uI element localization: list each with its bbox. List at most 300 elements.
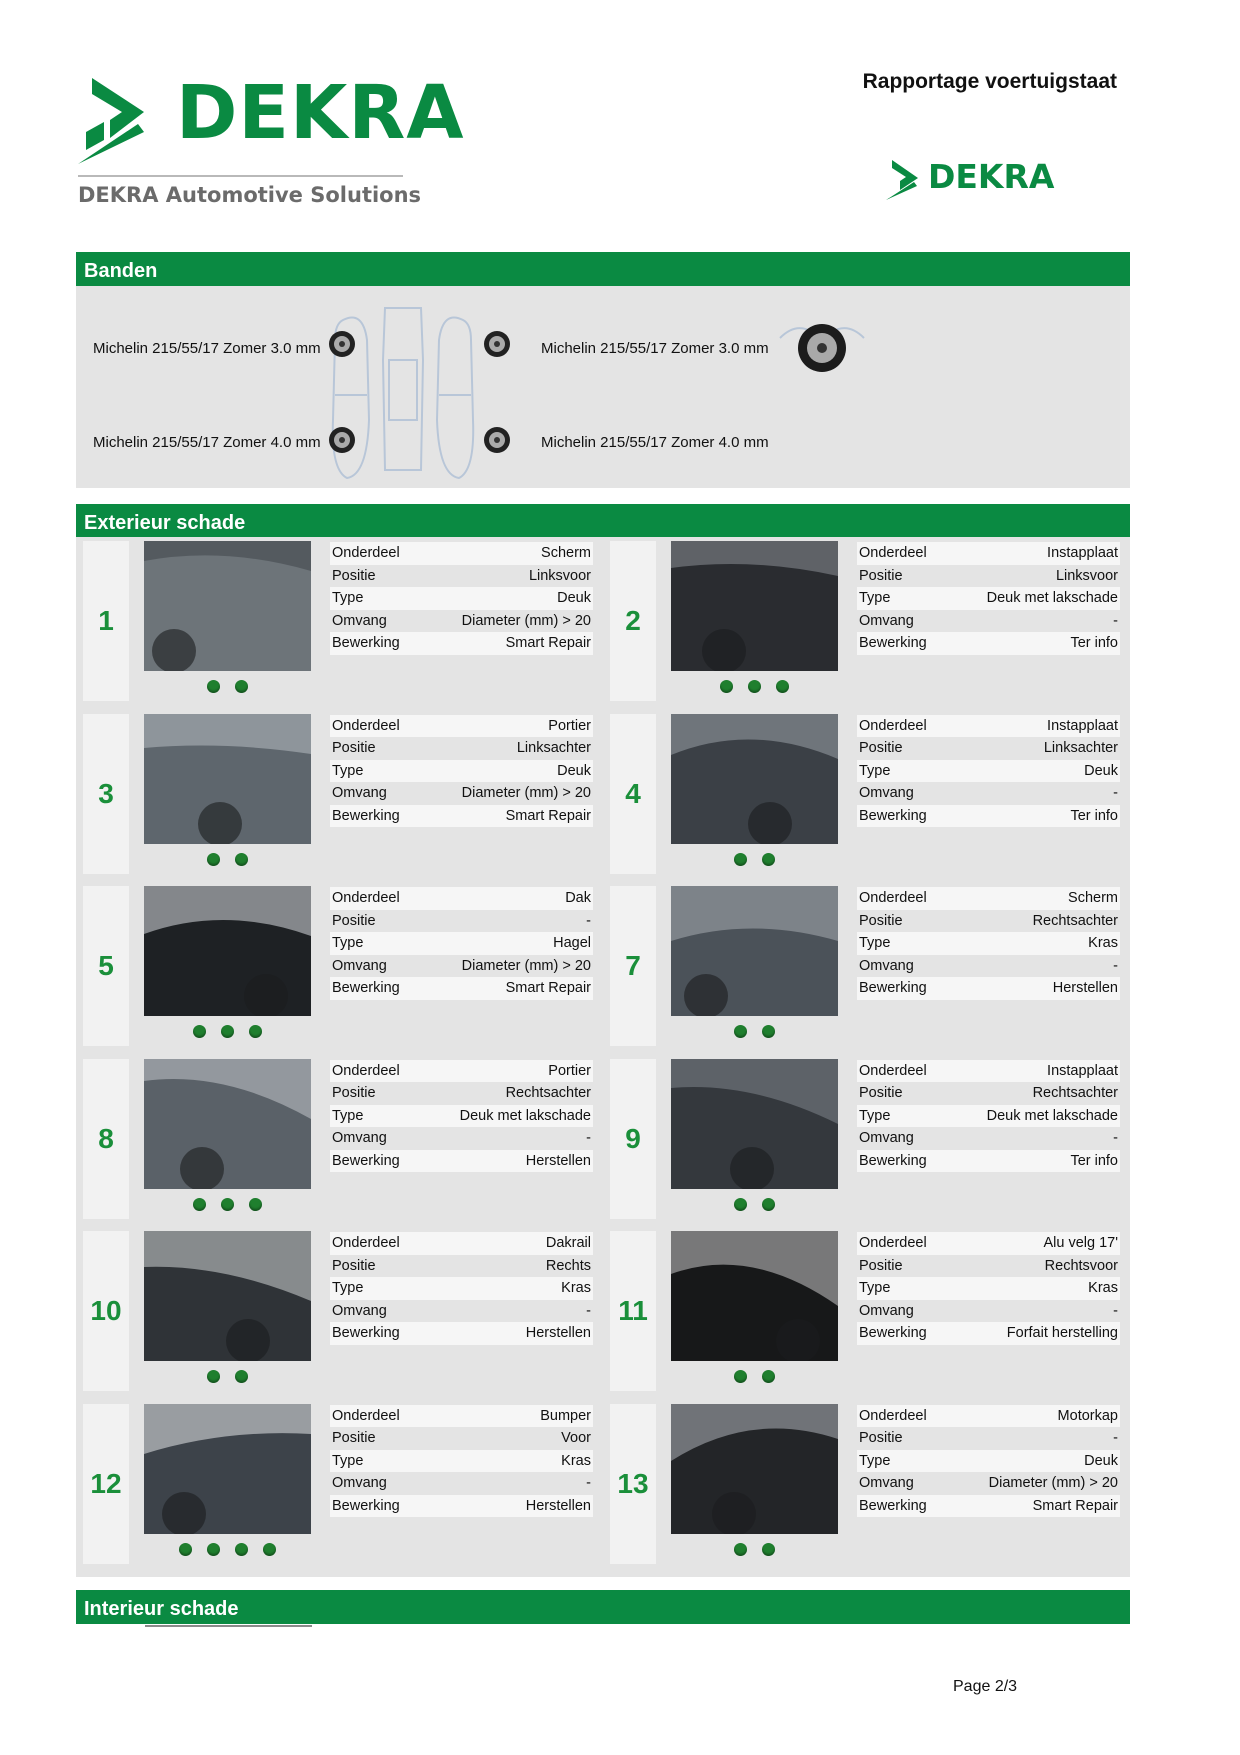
damage-item [603,1400,1130,1572]
detail-label: Type [859,590,891,607]
damage-details [857,1405,1120,1518]
detail-label: Omvang [859,957,914,974]
detail-value: Diameter (mm) > 20 [988,1475,1118,1492]
detail-row [330,610,593,633]
detail-label: Bewerking [859,1497,927,1514]
logo-subtitle: DEKRA Automotive Solutions [78,183,422,207]
photo-dot[interactable] [762,1370,775,1383]
damage-number-box [610,1231,656,1391]
photo-dot[interactable] [734,1543,747,1556]
page-number: Page 2/3 [953,1678,1018,1695]
detail-row [330,1322,593,1345]
detail-label: Omvang [332,785,387,802]
detail-row [857,737,1120,760]
detail-value: Linksvoor [528,567,591,584]
detail-label: Omvang [332,1475,387,1492]
detail-value: Herstellen [525,1152,591,1169]
detail-row [857,1277,1120,1300]
detail-row [857,1322,1120,1345]
detail-row [857,542,1120,565]
detail-label: Positie [859,740,903,757]
detail-label: Positie [332,740,376,757]
damage-details [330,1232,593,1345]
tyre-front-left: Michelin 215/55/17 Zomer 3.0 mm [93,340,321,357]
damage-number-box [610,1059,656,1219]
detail-label: Onderdeel [859,890,927,907]
damage-photo[interactable] [671,541,838,671]
detail-label: Type [332,1107,364,1124]
detail-row [330,542,593,565]
damage-item [603,1227,1130,1399]
detail-row [857,1060,1120,1083]
detail-row [857,910,1120,933]
damage-number: 3 [98,777,114,809]
detail-value: Smart Repair [505,807,591,824]
detail-label: Omvang [859,1475,914,1492]
detail-label: Onderdeel [859,545,927,562]
damage-details [857,887,1120,1000]
detail-row [857,1300,1120,1323]
detail-value: Instapplaat [1047,1062,1118,1079]
damage-number-box [610,541,656,701]
detail-label: Omvang [332,1302,387,1319]
photo-dot[interactable] [734,1370,747,1383]
detail-row [857,1105,1120,1128]
detail-row [330,1300,593,1323]
detail-row [857,1082,1120,1105]
detail-value: Deuk [1084,762,1118,779]
section-header-interieur: Interieur schade [76,1590,1130,1624]
detail-row [857,1450,1120,1473]
detail-value: Linksachter [1043,740,1118,757]
photo-pager [144,853,311,867]
detail-value: Deuk [557,590,591,607]
damage-item [76,710,603,882]
detail-row [330,977,593,1000]
detail-label: Type [332,590,364,607]
detail-value: - [1113,1430,1118,1447]
detail-value: Diameter (mm) > 20 [461,957,591,974]
detail-row [330,587,593,610]
damage-details [330,542,593,655]
photo-dot[interactable] [235,1370,248,1383]
detail-label: Onderdeel [332,1407,400,1424]
detail-value: Deuk [557,762,591,779]
detail-label: Type [859,935,891,952]
detail-row [330,737,593,760]
detail-row [330,805,593,828]
detail-label: Onderdeel [332,1235,400,1252]
photo-dot[interactable] [720,680,733,693]
photo-dot[interactable] [762,1543,775,1556]
dekra-logo [78,70,465,210]
detail-value: Hagel [553,935,591,952]
photo-dot[interactable] [263,1543,276,1556]
detail-row [857,587,1120,610]
detail-value: Smart Repair [505,980,591,997]
detail-value: - [1113,785,1118,802]
detail-row [857,1427,1120,1450]
photo-dot[interactable] [207,680,220,693]
detail-row [857,955,1120,978]
damage-photo[interactable] [144,1231,311,1361]
detail-label: Bewerking [859,980,927,997]
detail-value: Motorkap [1057,1407,1118,1424]
detail-value: Ter info [1070,807,1118,824]
damage-item [603,882,1130,1054]
detail-value: Kras [1088,1280,1118,1297]
damage-number-box [83,541,129,701]
detail-label: Onderdeel [859,1407,927,1424]
detail-label: Positie [859,1257,903,1274]
detail-label: Bewerking [332,1325,400,1342]
damage-number-box [610,886,656,1046]
detail-row [330,1277,593,1300]
detail-value: Linksvoor [1055,567,1118,584]
detail-label: Type [859,762,891,779]
detail-label: Omvang [332,1130,387,1147]
detail-value: Scherm [541,545,591,562]
detail-value: Diameter (mm) > 20 [461,785,591,802]
detail-label: Omvang [859,1302,914,1319]
detail-row [857,632,1120,655]
detail-row [857,1150,1120,1173]
photo-pager [144,1370,311,1384]
detail-label: Onderdeel [332,1062,400,1079]
damage-number: 11 [618,1295,648,1326]
tyre-rr-icon [483,426,511,454]
damage-item [76,882,603,1054]
damage-photo[interactable] [671,714,838,844]
tyre-rl-icon [328,426,356,454]
photo-dot[interactable] [193,1025,206,1038]
photo-pager [671,1543,838,1557]
detail-label: Positie [859,1430,903,1447]
detail-label: Positie [859,912,903,929]
photo-dot[interactable] [762,1025,775,1038]
detail-row [330,1082,593,1105]
detail-label: Positie [332,1257,376,1274]
detail-value: Deuk [1084,1452,1118,1469]
photo-pager [671,1198,838,1212]
detail-label: Positie [332,567,376,584]
detail-row [330,1427,593,1450]
damage-number: 7 [625,950,641,981]
photo-dot[interactable] [249,1198,262,1211]
photo-dot[interactable] [193,1198,206,1211]
tyre-fl-icon [328,330,356,358]
damage-item [76,1400,603,1572]
detail-row [857,977,1120,1000]
detail-label: Bewerking [859,635,927,652]
logo-small-wordmark: DEKRA [928,157,1055,196]
detail-label: Type [332,762,364,779]
detail-row [330,955,593,978]
damage-number-box [83,1231,129,1391]
photo-pager [144,1198,311,1212]
detail-row [857,1255,1120,1278]
damage-details [857,1232,1120,1345]
damage-details [330,715,593,828]
photo-dot[interactable] [207,1370,220,1383]
detail-row [330,760,593,783]
detail-value: Rechtsvoor [1044,1257,1118,1274]
photo-dot[interactable] [249,1025,262,1038]
damage-details [857,1060,1120,1173]
damage-number: 5 [98,950,114,981]
detail-value: - [1113,1130,1118,1147]
detail-value: Kras [561,1280,591,1297]
detail-value: Alu velg 17' [1043,1235,1118,1252]
damage-item [603,1055,1130,1227]
tyre-rear-left: Michelin 215/55/17 Zomer 4.0 mm [93,434,321,451]
detail-row [330,1405,593,1428]
detail-label: Type [332,1280,364,1297]
detail-label: Positie [332,1430,376,1447]
damage-item [76,537,603,709]
detail-label: Bewerking [332,1497,400,1514]
damage-photo[interactable] [144,541,311,671]
damage-number: 13 [617,1467,649,1499]
tyres-panel [76,286,1130,488]
photo-dot[interactable] [776,680,789,693]
detail-label: Onderdeel [859,717,927,734]
detail-value: Kras [1088,935,1118,952]
tyre-fr-icon [483,330,511,358]
interior-photo-edge [145,1625,312,1627]
damage-item [603,710,1130,882]
detail-label: Omvang [332,957,387,974]
detail-label: Bewerking [332,1152,400,1169]
detail-label: Bewerking [859,1325,927,1342]
detail-label: Type [859,1107,891,1124]
damage-number-box [83,1404,129,1564]
detail-value: Diameter (mm) > 20 [461,612,591,629]
detail-label: Onderdeel [859,1062,927,1079]
detail-row [857,782,1120,805]
detail-row [330,1060,593,1083]
detail-row [330,910,593,933]
detail-label: Positie [859,567,903,584]
detail-label: Omvang [332,612,387,629]
photo-dot[interactable] [762,853,775,866]
detail-label: Type [859,1452,891,1469]
detail-value: Deuk met lakschade [986,1107,1118,1124]
section-header-exterieur: Exterieur schade [76,504,1130,538]
detail-row [330,565,593,588]
detail-label: Type [332,935,364,952]
detail-row [330,782,593,805]
detail-value: - [1113,957,1118,974]
photo-dot[interactable] [221,1025,234,1038]
detail-label: Bewerking [332,980,400,997]
detail-label: Omvang [859,785,914,802]
damage-photo[interactable] [144,1059,311,1189]
photo-dot[interactable] [734,853,747,866]
photo-dot[interactable] [179,1543,192,1556]
detail-value: Dakrail [545,1235,591,1252]
photo-pager [671,853,838,867]
detail-row [330,1150,593,1173]
photo-pager [144,1025,311,1039]
detail-row [330,1472,593,1495]
detail-value: Scherm [1068,890,1118,907]
dekra-chevron-small-icon [886,158,922,202]
detail-row [330,1105,593,1128]
photo-pager [144,680,311,694]
detail-label: Bewerking [332,635,400,652]
photo-dot[interactable] [221,1198,234,1211]
dekra-chevron-icon [78,72,158,164]
detail-label: Onderdeel [332,717,400,734]
damage-item [76,1055,603,1227]
damage-number-box [83,714,129,874]
damage-details [330,1060,593,1173]
detail-row [330,1450,593,1473]
damage-number: 8 [98,1122,114,1154]
damage-number: 12 [90,1467,122,1499]
photo-dot[interactable] [734,1025,747,1038]
damage-photo[interactable] [144,714,311,844]
detail-row [857,887,1120,910]
detail-row [857,1232,1120,1255]
detail-value: Ter info [1070,635,1118,652]
detail-value: Linksachter [516,740,591,757]
detail-label: Onderdeel [332,890,400,907]
detail-value: Rechtsachter [505,1085,591,1102]
detail-value: Rechtsachter [1032,1085,1118,1102]
detail-row [330,1255,593,1278]
damage-number: 2 [625,605,641,636]
detail-row [857,715,1120,738]
damage-details [857,715,1120,828]
detail-label: Omvang [859,1130,914,1147]
detail-row [330,715,593,738]
report-title: Rapportage voertuigstaat [862,70,1117,93]
damage-details [857,542,1120,655]
detail-row [330,1495,593,1518]
photo-dot[interactable] [235,853,248,866]
detail-value: Voor [561,1430,591,1447]
detail-label: Type [332,1452,364,1469]
damage-number: 1 [98,605,114,636]
damage-number: 10 [90,1295,122,1326]
damage-photo[interactable] [671,1404,838,1534]
photo-dot[interactable] [235,680,248,693]
logo-divider [78,175,403,177]
detail-label: Bewerking [859,1152,927,1169]
detail-row [857,565,1120,588]
detail-value: Herstellen [525,1325,591,1342]
photo-dot[interactable] [748,680,761,693]
detail-value: Portier [548,717,591,734]
detail-row [330,1232,593,1255]
detail-row [330,1127,593,1150]
damage-number-box [610,714,656,874]
detail-value: - [586,1475,591,1492]
detail-label: Bewerking [859,807,927,824]
detail-row [857,760,1120,783]
damage-details [330,1405,593,1518]
detail-label: Onderdeel [332,545,400,562]
damage-photo[interactable] [144,886,311,1016]
damage-item [603,537,1130,709]
detail-row [857,1495,1120,1518]
detail-value: Deuk met lakschade [986,590,1118,607]
detail-row [330,632,593,655]
detail-value: - [1113,612,1118,629]
detail-label: Type [859,1280,891,1297]
detail-label: Positie [859,1085,903,1102]
detail-row [857,932,1120,955]
damage-number: 9 [625,1122,641,1154]
damage-number-box [610,1404,656,1564]
damage-item [76,1227,603,1399]
photo-pager [671,680,838,694]
spare-tyre-icon [776,318,868,378]
detail-value: Rechts [545,1257,591,1274]
damage-photo[interactable] [671,886,838,1016]
photo-dot[interactable] [734,1198,747,1211]
detail-value: Herstellen [1052,980,1118,997]
detail-row [330,887,593,910]
detail-label: Positie [332,912,376,929]
detail-value: Instapplaat [1047,545,1118,562]
detail-value: - [586,1130,591,1147]
detail-value: Herstellen [525,1497,591,1514]
damage-photo[interactable] [671,1059,838,1189]
car-outline-diagram [323,300,483,488]
detail-label: Positie [332,1085,376,1102]
damage-details [330,887,593,1000]
detail-row [857,610,1120,633]
detail-row [857,1472,1120,1495]
damage-number-box [83,886,129,1046]
detail-value: Ter info [1070,1152,1118,1169]
dekra-logo-small [886,157,1055,203]
detail-value: Forfait herstelling [1006,1325,1118,1342]
detail-value: - [1113,1302,1118,1319]
detail-value: Bumper [540,1407,591,1424]
detail-label: Bewerking [332,807,400,824]
logo-wordmark: DEKRA [176,70,465,156]
photo-dot[interactable] [235,1543,248,1556]
detail-row [330,932,593,955]
detail-row [857,1127,1120,1150]
photo-dot[interactable] [207,853,220,866]
detail-label: Omvang [859,612,914,629]
photo-pager [671,1370,838,1384]
detail-value: Kras [561,1452,591,1469]
photo-pager [671,1025,838,1039]
photo-dot[interactable] [762,1198,775,1211]
detail-value: Deuk met lakschade [459,1107,591,1124]
detail-value: Smart Repair [1032,1497,1118,1514]
photo-dot[interactable] [207,1543,220,1556]
detail-row [857,1405,1120,1428]
detail-value: - [586,912,591,929]
detail-value: - [586,1302,591,1319]
damage-number: 4 [625,777,641,809]
section-header-banden: Banden [76,252,1130,286]
damage-photo[interactable] [144,1404,311,1534]
damage-photo[interactable] [671,1231,838,1361]
detail-value: Instapplaat [1047,717,1118,734]
tyre-front-right: Michelin 215/55/17 Zomer 3.0 mm [541,340,769,357]
detail-label: Onderdeel [859,1235,927,1252]
photo-pager [144,1543,311,1557]
detail-value: Rechtsachter [1032,912,1118,929]
